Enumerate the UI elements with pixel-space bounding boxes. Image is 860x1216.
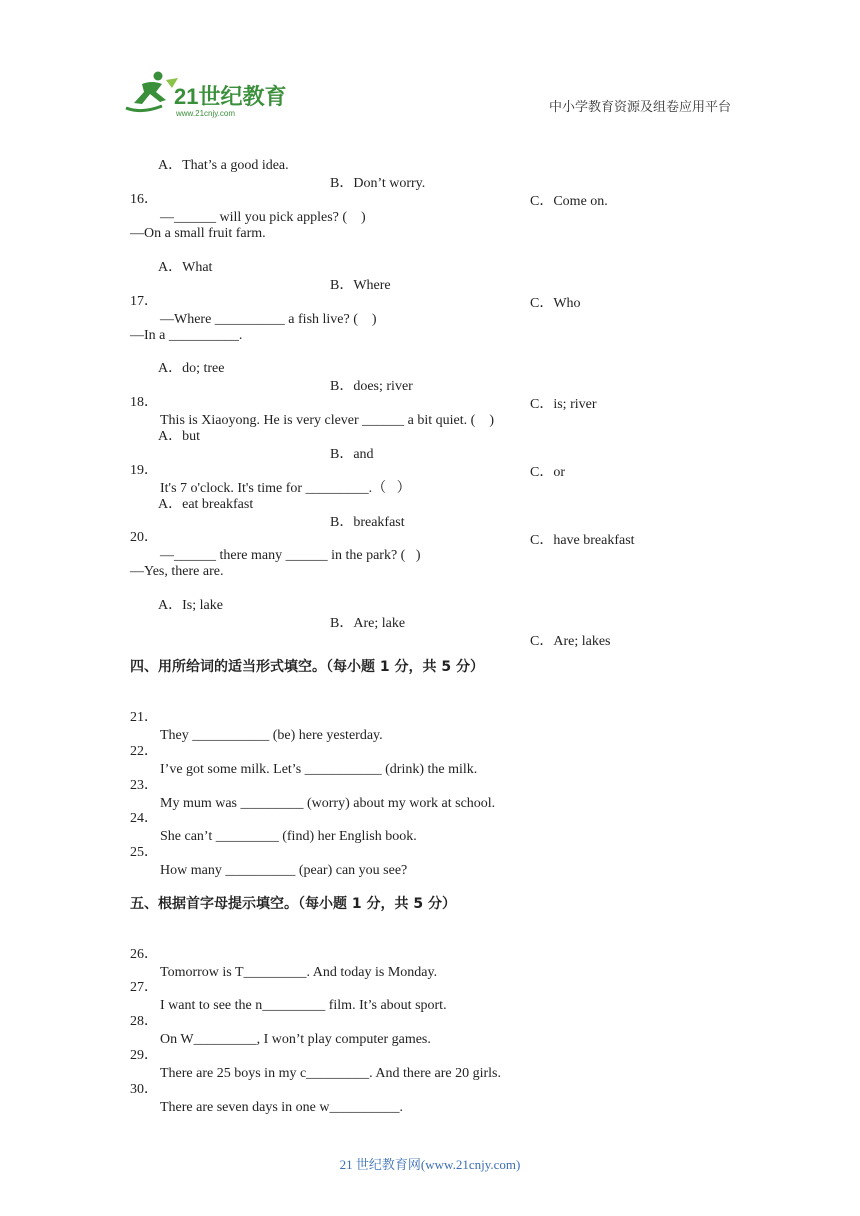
option-a: A．What [158, 260, 213, 275]
question-number: 17． [130, 294, 158, 309]
section-5-title: 五、根据首字母提示填空。（每小题 1 分，共 5 分） [130, 896, 456, 912]
svg-text:www.21cnjy.com: www.21cnjy.com [176, 109, 235, 118]
question-number: 23． [130, 778, 158, 793]
question-text: My mum was _________ (worry) about my work at school. [160, 796, 496, 811]
question-number: 19． [130, 463, 158, 478]
question-number: 20． [130, 530, 158, 545]
page-footer[interactable]: 21 世纪教育网(www.21cnjy.com) [339, 1157, 521, 1172]
question-20-answer-line [0, 545, 860, 581]
question-number: 26． [130, 947, 158, 962]
dialogue-reply: —In a __________. [130, 328, 243, 343]
platform-caption: 中小学教育资源及组卷应用平台 [549, 100, 732, 115]
question-text: It's 7 o'clock. It's time for _________.（ ） [160, 481, 411, 496]
question-number: 29． [130, 1048, 158, 1063]
question-number: 24． [130, 811, 158, 826]
question-20-options [0, 579, 860, 651]
question-text: How many __________ (pear) can you see? [160, 863, 408, 878]
question-text: She can’t _________ (find) her English book. [160, 829, 417, 844]
question-text: They ___________ (be) here yesterday. [160, 728, 383, 743]
question-number: 21． [130, 710, 158, 725]
option-a: A．do; tree [158, 361, 225, 376]
page-header [0, 0, 860, 125]
question-text: There are 25 boys in my c_________. And there are 20 girls. [160, 1066, 501, 1081]
question-text: —______ will you pick apples? ( ) [160, 210, 366, 225]
option-a: A．eat breakfast [158, 497, 254, 512]
question-number: 28． [130, 1014, 158, 1029]
question-text: Tomorrow is T_________. And today is Monday. [160, 965, 438, 980]
question-17-answer-line [0, 309, 860, 345]
question-text: On W_________, I won’t play computer games. [160, 1032, 431, 1047]
question-30 [0, 1063, 860, 1117]
option-b: B．breakfast [330, 515, 405, 530]
question-number: 25． [130, 845, 158, 860]
option-c: C．have breakfast [530, 533, 635, 548]
option-b: B．Are; lake [330, 616, 406, 631]
question-25 [0, 826, 860, 880]
option-b: B．does; river [330, 379, 413, 394]
option-c: C．Are; lakes [530, 634, 611, 649]
option-b: B．and [330, 447, 374, 462]
site-logo [122, 70, 292, 118]
question-text: —Where __________ a fish live? ( ) [160, 312, 377, 327]
question-number: 30． [130, 1082, 158, 1097]
option-c: C．is; river [530, 397, 597, 412]
option-c: C．Come on. [530, 194, 608, 209]
question-text: There are seven days in one w__________. [160, 1100, 403, 1115]
option-c: C．or [530, 465, 565, 480]
dialogue-reply: —On a small fruit farm. [130, 226, 266, 241]
question-text: This is Xiaoyong. He is very clever ______ a bit quiet. ( ) [160, 413, 494, 428]
question-number: 16． [130, 192, 158, 207]
option-a: A．Is; lake [158, 598, 223, 613]
runner-logo-icon [122, 70, 292, 118]
question-text: —______ there many ______ in the park? ( ) [160, 548, 421, 563]
svg-text:21世纪教育: 21世纪教育 [174, 84, 287, 109]
question-text: I’ve got some milk. Let’s ___________ (drink) the milk. [160, 762, 478, 777]
question-number: 22． [130, 744, 158, 759]
question-number: 18． [130, 395, 158, 410]
question-text: I want to see the n_________ film. It’s about sport. [160, 998, 447, 1013]
question-16-answer-line [0, 207, 860, 243]
option-c: C．Who [530, 296, 581, 311]
option-b: B．Where [330, 278, 391, 293]
section-4-title: 四、用所给词的适当形式填空。（每小题 1 分，共 5 分） [130, 659, 484, 675]
dialogue-reply: —Yes, there are. [130, 564, 224, 579]
option-b: B．Don’t worry. [330, 176, 426, 191]
question-number: 27． [130, 980, 158, 995]
option-a: A．That’s a good idea. [158, 158, 289, 173]
option-a: A．but [158, 429, 200, 444]
